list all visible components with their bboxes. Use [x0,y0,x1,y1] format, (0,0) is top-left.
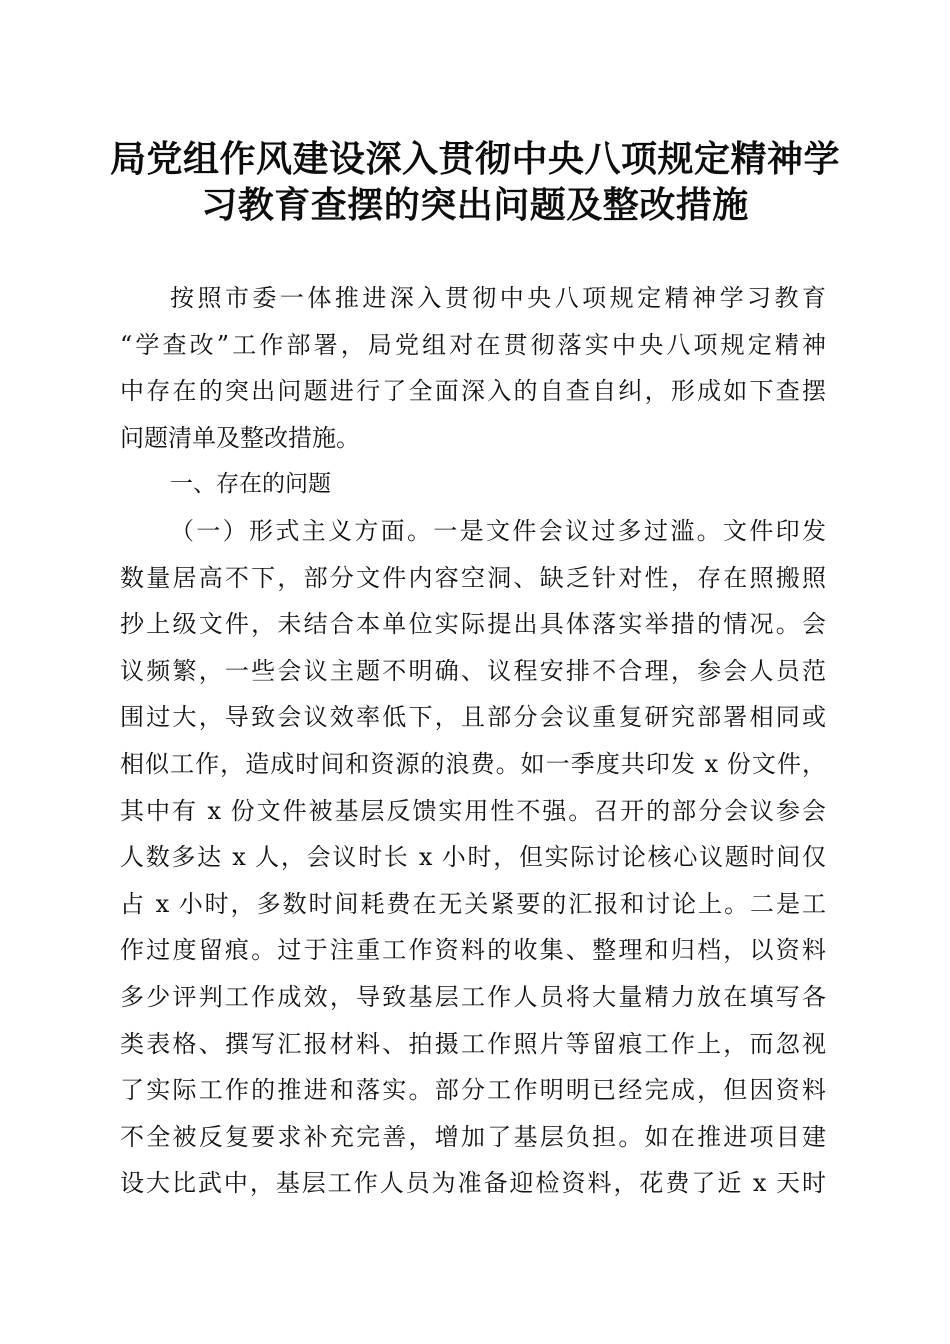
paragraph-line: 中存在的突出问题进行了全面深入的自查自纠，形成如下查摆 [120,377,826,406]
paragraph-line: 作过度留痕。过于注重工作资料的收集、整理和归档，以资料 [120,936,826,965]
paragraph-line: 围过大，导致会议效率低下，且部分会议重复研究部署相同或 [120,703,826,732]
title-line-1: 局党组作风建设深入贯彻中央八项规定精神学 [110,138,841,180]
paragraph-line: 议频繁，一些会议主题不明确、议程安排不合理，参会人员范 [120,656,826,685]
paragraph-line: 数量居高不下，部分文件内容空洞、缺乏针对性，存在照搬照 [120,563,826,592]
paragraph-line: 多少评判工作成效，导致基层工作人员将大量精力放在填写各 [120,982,826,1011]
paragraph-line: 按照市委一体推进深入贯彻中央八项规定精神学习教育 [170,284,826,312]
intro-paragraph [120,275,826,461]
document-title [110,136,840,228]
paragraph-line: 不全被反复要求补充完善，增加了基层负担。如在推进项目建 [120,1122,826,1151]
title-line-2: 习教育查摆的突出问题及整改措施 [201,184,749,226]
paragraph-line: “学查改”工作部署，局党组对在贯彻落实中央八项规定精神 [120,330,826,359]
document-body [120,275,826,1207]
paragraph-line: 类表格、撰写汇报材料、拍摄工作照片等留痕工作上，而忽视 [120,1029,826,1058]
paragraph-line: 问题清单及整改措施。 [120,423,360,452]
section-1-paragraph [120,508,826,1207]
paragraph-line: 了实际工作的推进和落实。部分工作明明已经完成，但因资料 [120,1076,826,1105]
paragraph-line: 人数多达 x 人，会议时长 x 小时，但实际讨论核心议题时间仅 [120,843,826,872]
paragraph-line: （一）形式主义方面。一是文件会议过多过滥。文件印发 [170,516,826,545]
paragraph-line: 占 x 小时，多数时间耗费在无关紧要的汇报和讨论上。二是工 [120,889,826,918]
section-heading: 一、存在的问题 [170,471,331,498]
paragraph-line: 相似工作，造成时间和资源的浪费。如一季度共印发 x 份文件， [120,749,826,778]
paragraph-line: 抄上级文件，未结合本单位实际提出具体落实举措的情况。会 [120,610,826,639]
paragraph-line: 设大比武中，基层工作人员为准备迎检资料，花费了近 x 天时 [120,1169,826,1198]
paragraph-line: 其中有 x 份文件被基层反馈实用性不强。召开的部分会议参会 [120,796,826,825]
